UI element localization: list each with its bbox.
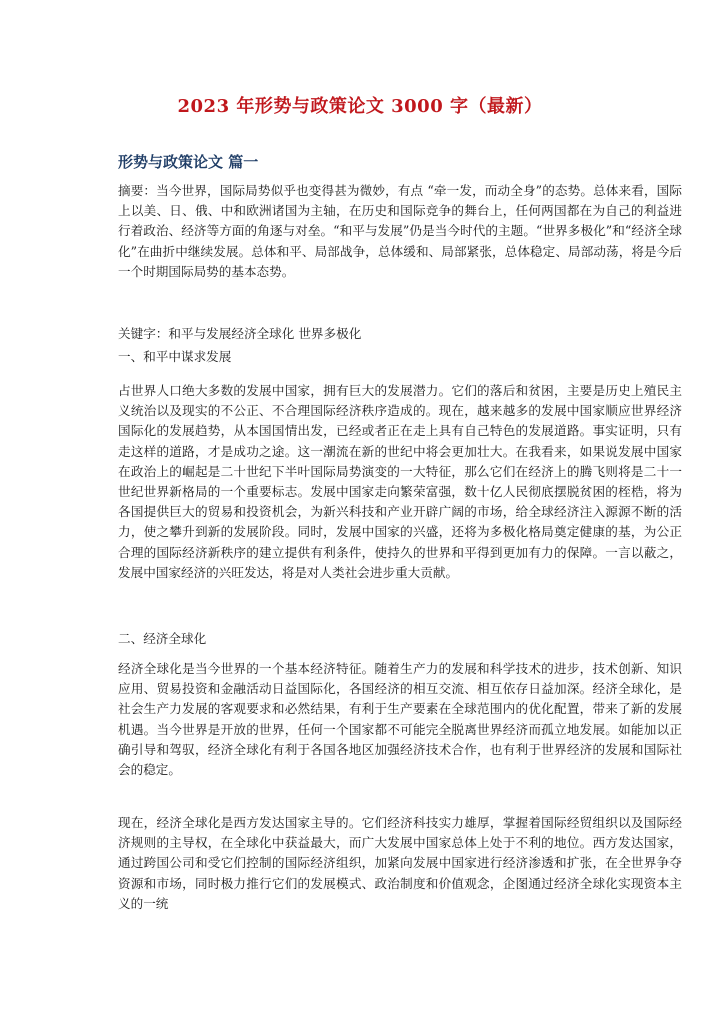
document-title: 2023 年形势与政策论文 3000 字（最新） <box>177 96 543 117</box>
paragraph-peace-development: 占世界人口绝大多数的发展中国家，拥有巨大的发展潜力。它们的落后和贫困，主要是历史上殖民主义统治以及现实的不公正、不合理国际经济秩序造成的。现在，越来越多的发展中国家顺应世界经济国际化的发展趋势，从本国国情出发，已经或者正在走上具有自己特色的发展道路。事实证明，只有走这样的道路，才是成功之途。这一潮流在新的世纪中将会更加壮大。在我看来，如果说发展中国家在政治上的崛起是二十世纪下半叶国际局势演变的一大特征，那么它们在经济上的腾飞则将是二十一世纪世界新格局的一个重要标志。发展中国家走向繁荣富强，数十亿人民彻底摆脱贫困的桎梏，将为各国提供巨大的贸易和投资机会，为新兴科技和产业开辟广阔的市场，给全球经济注入源源不断的活力，使之攀升到新的发展阶段。同时，发展中国家的兴盛，还将为多极化格局奠定健康的基，为公正合理的国际经济新秩序的建立提供有利条件，使持久的世界和平得到更加有力的保障。一言以蔽之，发展中国家经济的兴旺发达，将是对人类社会进步重大贡献。 <box>118 383 682 580</box>
subheading-globalization: 二、经济全球化 <box>118 631 207 646</box>
keywords-line: 关键字：和平与发展经济全球化 世界多极化 <box>118 326 362 341</box>
abstract-paragraph: 摘要：当今世界，国际局势似乎也变得甚为微妙，有点 “牵一发，而动全身”的态势。总体来看，国际上以美、日、俄、中和欧洲诸国为主轴，在历史和国际竞争的舞台上，任何两国都在为自己的利益进行着政治、经济等方面的角逐与对垒。“和平与发展”仍是当今时代的主题。“世界多极化”和“经济全球化”在曲折中继续发展。总体和平、局部战争，总体缓和、局部紧张，总体稳定、局部动荡，将是今后一个时期国际局势的基本态势。 <box>118 183 682 279</box>
paragraph-globalization-1: 经济全球化是当今世界的一个基本经济特征。随着生产力的发展和科学技术的进步，技术创新、知识应用、贸易投资和金融活动日益国际化，各国经济的相互交流、相互依存日益加深。经济全球化，是社会生产力发展的客观要求和必然结果，有利于生产要素在全球范围内的优化配置，带来了新的发展机遇。当今世界是开放的世界，任何一个国家都不可能完全脱离世界经济而孤立地发展。如能加以正确引导和驾驭，经济全球化有利于各国各地区加强经济技术合作，也有利于世界经济的发展和国际社会的稳定。 <box>118 661 682 778</box>
paragraph-globalization-2: 现在，经济全球化是西方发达国家主导的。它们经济科技实力雄厚，掌握着国际经贸组织以及国际经济规则的主导权，在全球化中获益最大，而广大发展中国家总体上处于不利的地位。西方发达国家，通过跨国公司和受它们控制的国际经济组织，加紧向发展中国家进行经济渗透和扩张，在全世界争夺资源和市场，同时极力推行它们的发展模式、政治制度和价值观念，企图通过经济全球化实现资本主义的一统 <box>118 815 682 911</box>
section-heading: 形势与政策论文 篇一 <box>118 153 259 171</box>
subheading-peace: 一、和平中谋求发展 <box>118 349 232 364</box>
